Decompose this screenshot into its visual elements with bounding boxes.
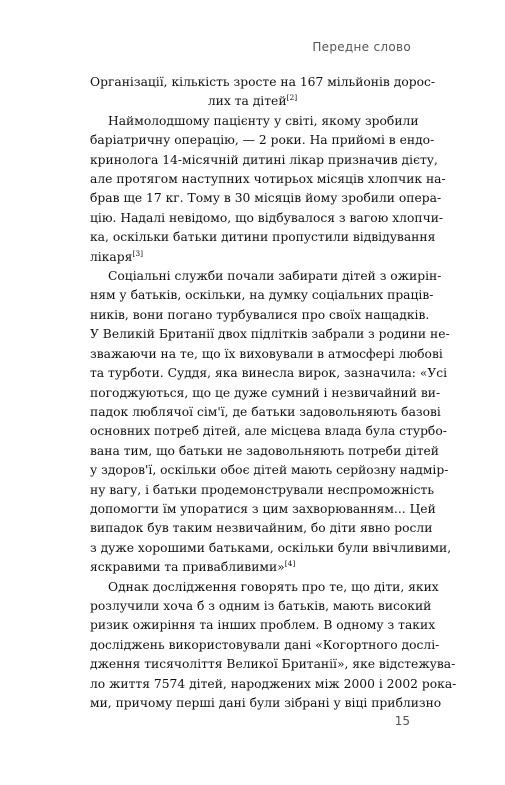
text-line	[90, 384, 441, 403]
line-text: ризик ожиріння та інших проблем. В одному з таких	[90, 618, 436, 633]
line-text: але протягом наступних чотирьох місяців хлопчик на-	[90, 172, 446, 187]
text-line	[90, 675, 457, 694]
text-line	[90, 248, 415, 267]
text-line	[90, 461, 449, 480]
line-text: ників, вони погано турбувалися про своїх нащадків.	[90, 307, 430, 322]
running-header: Передне слово	[312, 40, 411, 54]
line-text: розлучили хоча б з одним із батьків, мають високий	[90, 598, 432, 613]
line-text: основних потреб дітей, але місцева влада була стурбо-	[90, 424, 447, 439]
text-line	[90, 694, 442, 713]
page-number: 15	[394, 714, 410, 728]
text-line	[90, 442, 439, 461]
text-line	[90, 92, 415, 111]
text-line	[90, 422, 447, 441]
text-line	[90, 345, 443, 364]
text-line	[90, 519, 433, 538]
text-line	[90, 500, 436, 519]
text-line	[90, 539, 452, 558]
paragraph	[90, 267, 452, 578]
line-text: кринолога 14-місячній дитині лікар призначив дієту,	[90, 152, 438, 167]
line-text: цію. Надалі невідомо, що відбувалося з вагою хлопчи-	[90, 210, 444, 225]
line-text: Соціальні служби почали забирати дітей з ожирін-	[108, 269, 442, 284]
body-text	[90, 73, 457, 713]
line-text: погоджуються, що це дуже сумний і незвичайний ви-	[90, 385, 441, 400]
line-text: допомогти їм упоратися з цим захворюванням... Цей	[90, 501, 436, 516]
text-line	[90, 481, 435, 500]
line-text: лих та дітей	[207, 94, 287, 109]
line-text: вана тим, що батьки не задовольняють потреби дітей	[90, 443, 439, 458]
text-line	[90, 325, 450, 344]
line-text: ка, оскільки батьки дитини пропустили відвідування	[90, 230, 436, 245]
line-text: Наймолодшому пацієнту у світі, якому зробили	[108, 113, 419, 128]
line-text: ми, причому перші дані були зібрані у віці приблизно	[90, 696, 442, 710]
text-line	[90, 364, 448, 383]
paragraph	[90, 73, 436, 112]
line-text: баріатричну операцію, — 2 роки. На прийомі в ендо-	[90, 133, 435, 148]
footnote-reference[interactable]: [2]	[286, 93, 298, 103]
line-text: ло життя 7574 дітей, народжених між 2000 і 2002 рока-	[90, 676, 457, 691]
line-text: падок люблячої сім'ї, де батьки задовольняють базові	[90, 404, 441, 419]
line-text: брав ще 17 кг. Тому в 30 місяців йому зробили опера-	[90, 191, 442, 206]
line-text: яскравими та привабливими»	[90, 560, 285, 575]
text-line	[90, 286, 434, 305]
line-text: зважаючи на те, що їх виховували в атмосфері любові	[90, 346, 443, 361]
text-line	[90, 189, 442, 208]
line-text: випадок був таким незвичайним, бо діти явно росли	[90, 521, 433, 536]
text-line	[90, 558, 415, 577]
line-text: Однак дослідження говорять про те, що діти, яких	[108, 579, 439, 594]
text-line	[90, 209, 444, 228]
paragraph	[90, 578, 457, 714]
line-text: дження тисячоліття Великої Британії», яке відстежува-	[90, 657, 456, 672]
text-line	[90, 403, 441, 422]
line-text: з дуже хорошими батьками, оскільки були ввічливими,	[90, 540, 452, 555]
line-text: лікаря	[90, 249, 133, 264]
text-line	[90, 112, 419, 131]
line-text: У Великій Британії двох підлітків забрали з родини не-	[90, 327, 450, 342]
text-line	[90, 170, 446, 189]
text-line	[90, 73, 436, 92]
footnote-reference[interactable]: [4]	[284, 559, 296, 569]
text-line	[90, 636, 440, 655]
text-line	[90, 306, 430, 325]
line-text: у здоров'ї, оскільки обоє дітей мають серйозну надмір-	[90, 463, 449, 478]
line-text: досліджень використовували дані «Когортного дослі-	[90, 637, 440, 652]
text-line	[90, 597, 432, 616]
text-line	[90, 655, 456, 674]
text-line	[90, 151, 438, 170]
text-line	[90, 228, 436, 247]
line-text: Організації, кількість зросте на 167 мільйонів дорос-	[90, 75, 436, 89]
line-text: ням у батьків, оскільки, на думку соціальних праців-	[90, 288, 434, 303]
paragraph	[90, 112, 446, 267]
text-line	[90, 131, 435, 150]
text-line	[90, 578, 439, 597]
text-line	[90, 616, 436, 635]
text-line	[90, 267, 442, 286]
line-text: та турботи. Суддя, яка винесла вирок, зазначила: «Усі	[90, 366, 448, 381]
line-text: ну вагу, і батьки продемонстрували неспроможність	[90, 482, 435, 497]
footnote-reference[interactable]: [3]	[132, 248, 144, 258]
